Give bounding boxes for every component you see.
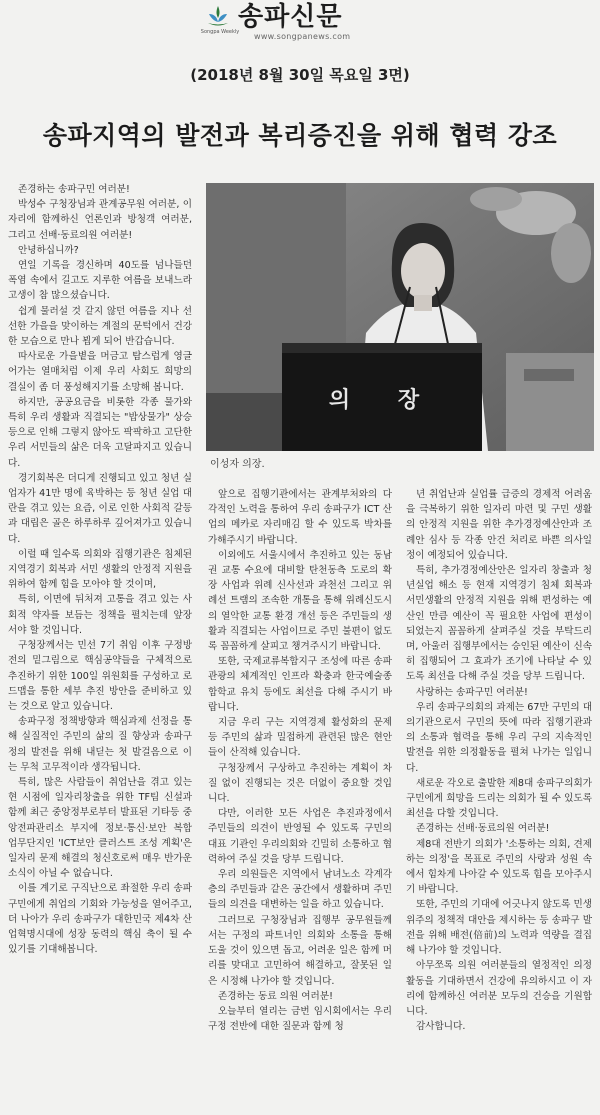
newspaper-logo-text: 송파신문 — [238, 2, 343, 32]
article-paragraph: 경기회복은 더디게 진행되고 있고 청년 실업자가 41만 명에 육박하는 등 청년 실업 대란을 겪고 있는 요즘, 이로 인한 사회적 갈등과 대립은 골은 하루하루 깊어져가고 있습니다. — [8, 472, 192, 545]
article-column-3 — [406, 487, 592, 1034]
article-paragraph: 쉽게 물러설 것 같지 않던 여름을 지나 선선한 가을을 맞이하는 계절의 문턱에서 건강한 모습으로 만나 뵙게 되어 반갑습니다. — [8, 305, 192, 348]
article-paragraph: 우리 송파구의회의 과제는 67만 구민의 대의기관으로서 구민의 뜻에 따라 집행기관과의 소통과 협력을 통해 우리 구의 지속적인 발전을 위한 의정활동을 펼쳐 나가는 일입니다. — [406, 701, 592, 774]
article-paragraph: 따사로운 가을볕을 머금고 탐스럽게 영글어가는 열매처럼 이제 우리 사회도 희망의 결실이 좀 더 풍성해지기를 소망해 봅니다. — [8, 351, 192, 393]
article-paragraph: 지금 우리 구는 지역경제 활성화의 문제 등 주민의 삶과 밀접하게 관련된 많은 현안들이 산적해 있습니다. — [208, 717, 392, 759]
article-paragraph: 구청장께서는 민선 7기 취임 이후 구정방전의 밑그림으로 핵심공약들을 구체적으로 추진하기 위한 100일 위원회를 구성하고 로드맵을 통한 세부 추진 방안을 준비하고 있는 것으로 알고 있습니다. — [8, 640, 192, 712]
article-column-2 — [208, 487, 392, 1034]
article-paragraph: 이를 계기로 구직난으로 좌절한 우리 송파구민에게 취업의 기회와 가능성을 열어주고, 더 나아가 우리 송파구가 대한민국 제4차 산업혁명시대에 성장 동력의 핵심 축이 될 수 있기를 기대해봅니다. — [8, 883, 192, 956]
date-line: (2018년 8월 30일 목요일 3면) — [190, 66, 410, 84]
article-paragraph: 아무쪼록 의원 여러분들의 열정적인 의정활동을 기대하면서 건강에 유의하시고 이 자리에 함께하신 여러분 모두의 건승을 기원합니다. — [406, 960, 592, 1017]
headline: 송파지역의 발전과 복리증진을 위해 협력 강조 — [42, 121, 558, 150]
article-paragraph: 년 취업난과 실업률 급증의 경제적 어려움을 극복하기 위한 일자리 마련 및 구민 생활의 안정적 지원을 위한 추가경정예산안과 조례안 심사 등 각종 안건 처리로 바쁜 의사일정이 예정되어 있습니다. — [406, 489, 592, 561]
article-paragraph: 존경하는 선배·동료의원 여러분! — [416, 823, 550, 835]
photo-caption: 이성자 의장. — [210, 459, 265, 470]
article-paragraph: 존경하는 송파구민 여러분! — [18, 184, 130, 195]
newspaper-logo-icon — [206, 5, 230, 29]
newspaper-url: www.songpanews.com — [254, 32, 351, 41]
article-paragraph: 다만, 이러한 모든 사업은 추진과정에서 주민들의 의견이 반영될 수 있도록 구민의 대표 기관인 우리의회와 긴밀히 소통하고 협력하여 주실 것을 당부 드립니다. — [208, 808, 392, 865]
article-paragraph: 하지만, 공공요금을 비롯한 각종 물가와 특히 우리 생활과 직결되는 "밥상물가" 상승 등으로 인해 그렇지 않아도 팍팍하고 고단한 우리 서민들의 삶은 더욱 고달파지고 있습니다. — [8, 396, 192, 469]
article-paragraph: 제8대 전반기 의회가 '소통하는 의회, 견제하는 의정'을 목표로 주민의 사랑과 성원 속에서 힘차게 나아갈 수 있도록 힘을 모아주시기 바랍니다. — [406, 838, 592, 896]
logo-subtitle: Songpa Weekly — [200, 29, 240, 35]
article-column-1 — [8, 182, 192, 957]
article-paragraph: 이럴 때 일수록 의회와 집행기관은 침체된 지역경기 회복과 서민 생활의 안정적 지원을 위하여 함께 힘을 모아야 할 것이며, — [8, 548, 192, 591]
article-paragraph: 또한, 국제교류복합지구 조성에 따른 송파 관광의 체계적인 인프라 확충과 한국예술종합학교 유치 등에도 최선을 다해 주시기 바랍니다. — [208, 656, 392, 713]
article-paragraph: 또한, 주민의 기대에 어긋나지 않도록 민생 위주의 정책적 대안을 제시하는 등 송파구 발전을 위해 배전(倍前)의 노력과 역량을 결집해 나가야 할 것입니다. — [406, 899, 592, 957]
article-paragraph: 앞으로 집행기관에서는 관계부처와의 다각적인 노력을 통하여 우리 송파구가 ICT 산업의 메카로 자리매김 할 수 있도록 박차를 가해주시기 바랍니다. — [208, 489, 392, 546]
podium-nameplate: 의 장 — [328, 388, 440, 413]
masthead — [0, 0, 600, 50]
article-paragraph: 그러므로 구청장님과 집행부 공무원들께서는 구정의 파트너인 의회와 소통을 통해 도울 것이 있으면 돕고, 어려운 일은 함께 머리를 맞대고 고민하여 해결하고, 잘못된 일은 시정해 나가야 할 것입니다. — [208, 914, 392, 987]
article-paragraph: 연일 기록을 경신하며 40도를 넘나들던 폭염 속에서 길고도 지루한 여름을 보내느라 고생이 참 많으셨습니다. — [8, 260, 192, 302]
article-paragraph: 송파구정 정책방향과 핵심과제 선정을 통해 실질적인 주민의 삶의 질 향상과 송파구정의 발전을 위해 내딛는 첫 발걸음으로 이는 무척 고무적이라 생각됩니다. — [8, 716, 192, 773]
article-paragraph: 사랑하는 송파구민 여러분! — [416, 686, 528, 698]
article-paragraph: 우리 의원들은 지역에서 남녀노소 각계각층의 주민들과 같은 공간에서 생활하며 주민들의 의견을 대변하는 일을 하고 있습니다. — [208, 869, 392, 911]
article-paragraph: 이외에도 서울시에서 추진하고 있는 동남권 교통 수요에 대비할 탄천동측 도로의 확장 사업과 위례 신사선과 과천선 그리고 위례선 트램의 조속한 개통을 통해 위례신도시의 열악한 교통 환경 개선 등은 주민들의 생활과 직결되는 사업이므로 주민 불편이 없도록 꼼꼼하게 살피고 챙겨주시기 바랍니다. — [208, 549, 392, 653]
article-paragraph: 구청장께서 구상하고 추진하는 계획이 차질 없이 진행되는 것은 더없이 중요할 것입니다. — [208, 762, 392, 805]
article-paragraph: 오늘부터 열리는 금번 임시회에서는 우리구정 전반에 대한 질문과 함께 청 — [208, 1005, 392, 1033]
article-paragraph: 존경하는 동료 의원 여러분! — [218, 990, 333, 1002]
article-paragraph: 새로운 각오로 출발한 제8대 송파구의회가 구민에게 희망을 드리는 의회가 될 수 있도록 최선을 다할 것입니다. — [406, 777, 592, 820]
article-paragraph: 감사합니다. — [416, 1021, 466, 1033]
article-paragraph: 특히, 많은 사람들이 취업난을 겪고 있는 현 시점에 일자리창출을 위한 TF팀 신설과 함께 최근 중앙정부로부터 발표된 기타등 중앙전파관리소 부지에 정보·통신·보안 복합 업무단지인 'ICT보안 클러스트 조성 계획'은 일자리 문제 해결의 청신호로써 매우 반가운 소식이 아닐 수 없습니다. — [8, 776, 192, 880]
article-photo — [206, 183, 594, 451]
article-paragraph: 특히, 추가경정예산안은 일자리 창출과 청년실업 해소 등 현재 지역경기 침체 회복과 서민생활의 안정적 지원을 위해 편성하는 예산인 만큼 예산이 꼭 필요한 사업에 편성이 되었는지 꼼꼼하게 살펴주실 것을 부탁드리며, 아울러 집행부에서는 승인된 예산이 신속히 집행되어 그 효과가 조기에 나타날 수 있도록 최선을 다해 주실 것을 당부 드립니다. — [406, 565, 592, 683]
article-paragraph: 특히, 이면에 뒤처져 고통을 겪고 있는 사회적 약자를 보듬는 정책을 펼치는데 앞장 서야 할 것입니다. — [8, 594, 192, 636]
article-paragraph: 박성수 구청장님과 관계공무원 여러분, 이 자리에 함께하신 언론인과 방청객 여러분, 그리고 선배·동료의원 여러분! — [8, 199, 192, 241]
article-paragraph: 안녕하십니까? — [18, 244, 79, 256]
